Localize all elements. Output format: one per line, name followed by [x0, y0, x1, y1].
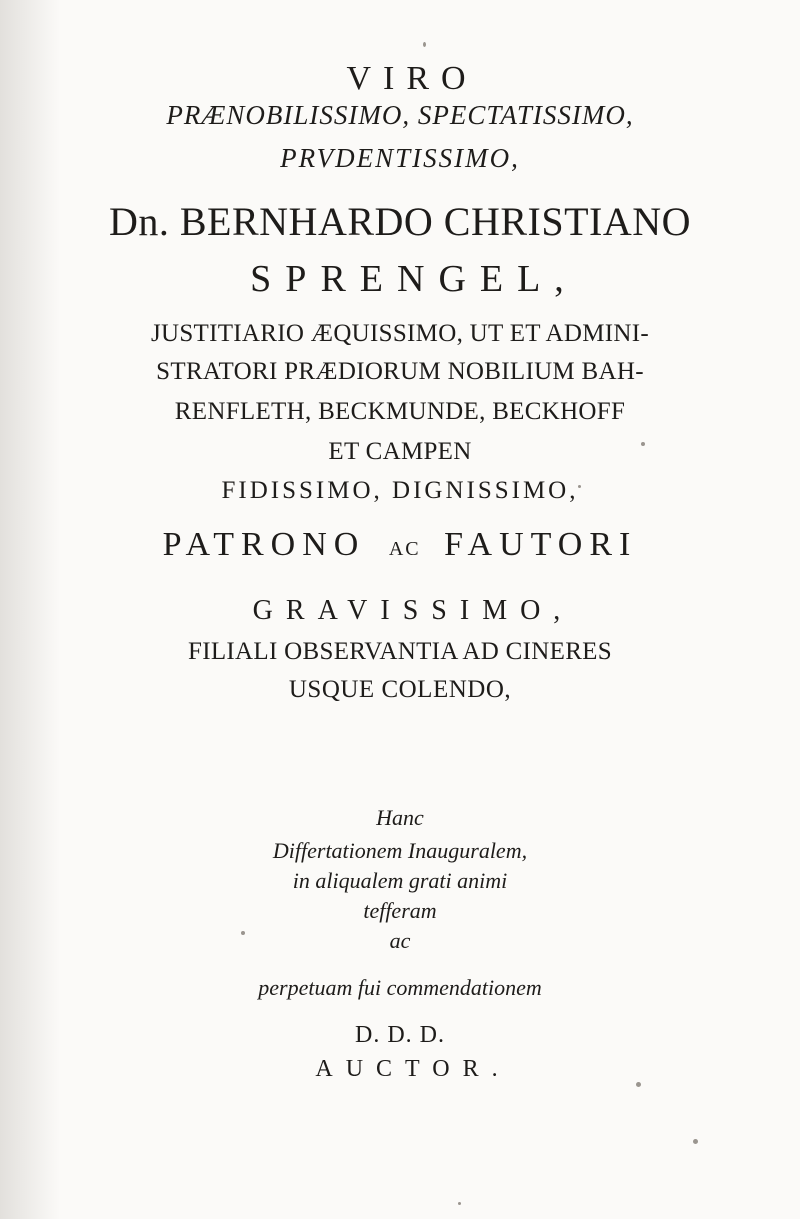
paper-speck	[578, 485, 581, 488]
ddd-formula: D. D. D.	[355, 1022, 445, 1048]
filiali-line: FILIALI OBSERVANTIA AD CINERES	[188, 638, 612, 665]
epithets-line-2: PRVDENTISSIMO,	[280, 143, 520, 173]
gravissimo-line: GRAVISSIMO,	[252, 595, 574, 626]
paper-speck	[636, 1082, 641, 1087]
auctor-signature: AUCTOR.	[315, 1056, 511, 1082]
offering-ac: ac	[389, 928, 411, 953]
office-line-1: JUSTITIARIO ÆQUISSIMO, UT ET ADMINI-	[150, 320, 650, 347]
offering-tesseram: tefferam	[363, 898, 437, 923]
paper-speck	[458, 1202, 461, 1205]
paper-speck	[423, 42, 426, 47]
heading-viro: VIRO	[346, 60, 478, 97]
dedicatee-surname: SPRENGEL,	[250, 258, 578, 300]
office-line-4: ET CAMPEN	[328, 438, 472, 465]
offering-perpetuam: perpetuam fui commendationem	[258, 975, 542, 1000]
qualities-line: FIDISSIMO, DIGNISSIMO,	[221, 477, 579, 504]
fautori-word: FAUTORI	[444, 526, 638, 563]
offering-hanc: Hanc	[376, 805, 424, 830]
offering-dissertationem: Differtationem Inauguralem,	[272, 838, 528, 863]
dedicatee-name: Dn. BERNHARDO CHRISTIANO	[108, 199, 692, 244]
patrono-word: PATRONO	[162, 526, 366, 563]
offering-aliqualem: in aliqualem grati animi	[292, 868, 508, 893]
usque-line: USQUE COLENDO,	[288, 676, 512, 703]
patrono-line	[0, 526, 800, 564]
ac-word: AC	[388, 538, 421, 560]
paper-speck	[693, 1139, 698, 1144]
paper-speck	[641, 442, 645, 446]
office-line-3: RENFLETH, BECKMUNDE, BECKHOFF	[174, 398, 626, 425]
paper-speck	[241, 931, 245, 935]
office-line-2: STRATORI PRÆDIORUM NOBILIUM BAH-	[156, 358, 644, 385]
epithets-line-1: PRÆNOBILISSIMO, SPECTATISSIMO,	[166, 100, 634, 130]
